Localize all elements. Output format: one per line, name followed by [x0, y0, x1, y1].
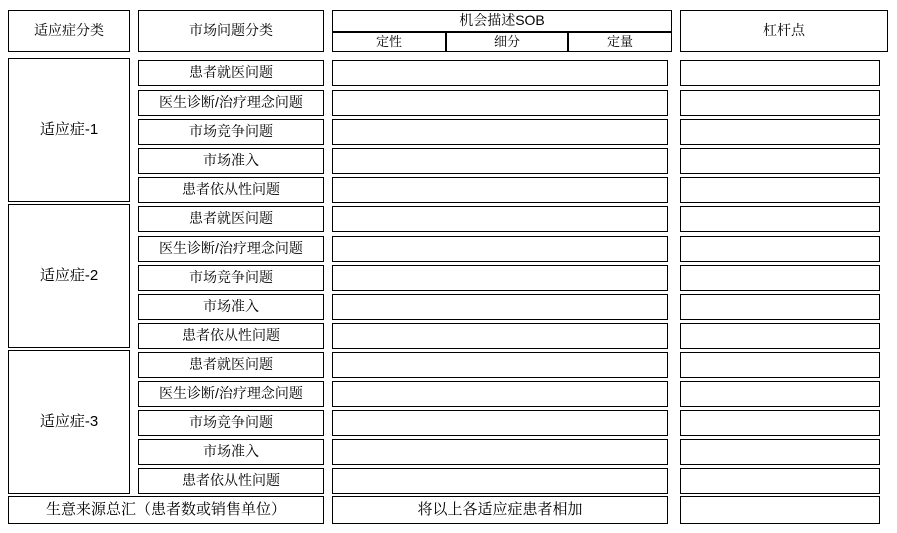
- leverage-cell[interactable]: [680, 294, 880, 320]
- leverage-cell[interactable]: [680, 381, 880, 407]
- leverage-cell[interactable]: [680, 90, 880, 116]
- sob-qualitative-cell[interactable]: [332, 410, 668, 436]
- footer-total-label: 生意来源总汇（患者数或销售单位）: [8, 496, 324, 524]
- sob-qualitative-cell[interactable]: [332, 352, 668, 378]
- issue-row-label: 医生诊断/治疗理念问题: [138, 236, 324, 262]
- issue-row-label: 患者依从性问题: [138, 468, 324, 494]
- leverage-cell[interactable]: [680, 206, 880, 232]
- header-sob-segment: 细分: [446, 32, 568, 52]
- issue-row-label: 患者依从性问题: [138, 177, 324, 203]
- sob-qualitative-cell[interactable]: [332, 323, 668, 349]
- issue-row-label: 市场准入: [138, 148, 324, 174]
- leverage-cell[interactable]: [680, 352, 880, 378]
- issue-row-label: 医生诊断/治疗理念问题: [138, 381, 324, 407]
- header-sob-qualitative: 定性: [332, 32, 446, 52]
- leverage-cell[interactable]: [680, 410, 880, 436]
- header-market-issue-category: 市场问题分类: [138, 10, 324, 52]
- footer-total-note: 将以上各适应症患者相加: [332, 496, 668, 524]
- issue-row-label: 市场准入: [138, 439, 324, 465]
- indication-label-3: 适应症-3: [8, 350, 130, 494]
- leverage-cell[interactable]: [680, 119, 880, 145]
- leverage-cell[interactable]: [680, 236, 880, 262]
- issue-row-label: 医生诊断/治疗理念问题: [138, 90, 324, 116]
- issue-row-label: 市场竞争问题: [138, 410, 324, 436]
- sob-qualitative-cell[interactable]: [332, 265, 668, 291]
- issue-row-label: 患者就医问题: [138, 60, 324, 86]
- sob-qualitative-cell[interactable]: [332, 468, 668, 494]
- header-sob-quantitative: 定量: [568, 32, 672, 52]
- issue-row-label: 市场竞争问题: [138, 119, 324, 145]
- leverage-cell[interactable]: [680, 148, 880, 174]
- footer-leverage-cell[interactable]: [680, 496, 880, 524]
- sob-qualitative-cell[interactable]: [332, 439, 668, 465]
- leverage-cell[interactable]: [680, 468, 880, 494]
- leverage-cell[interactable]: [680, 177, 880, 203]
- header-indication-category: 适应症分类: [8, 10, 130, 52]
- sob-qualitative-cell[interactable]: [332, 294, 668, 320]
- header-sob-group: 机会描述SOB: [332, 10, 672, 32]
- leverage-cell[interactable]: [680, 265, 880, 291]
- issue-row-label: 市场准入: [138, 294, 324, 320]
- sob-qualitative-cell[interactable]: [332, 206, 668, 232]
- sob-qualitative-cell[interactable]: [332, 90, 668, 116]
- header-leverage-point: 杠杆点: [680, 10, 888, 52]
- sob-qualitative-cell[interactable]: [332, 236, 668, 262]
- sob-qualitative-cell[interactable]: [332, 148, 668, 174]
- sob-qualitative-cell[interactable]: [332, 177, 668, 203]
- leverage-cell[interactable]: [680, 439, 880, 465]
- sob-qualitative-cell[interactable]: [332, 119, 668, 145]
- issue-row-label: 患者依从性问题: [138, 323, 324, 349]
- indication-label-2: 适应症-2: [8, 204, 130, 348]
- issue-row-label: 患者就医问题: [138, 206, 324, 232]
- issue-row-label: 患者就医问题: [138, 352, 324, 378]
- sob-qualitative-cell[interactable]: [332, 60, 668, 86]
- leverage-cell[interactable]: [680, 323, 880, 349]
- leverage-cell[interactable]: [680, 60, 880, 86]
- sob-qualitative-cell[interactable]: [332, 381, 668, 407]
- issue-row-label: 市场竞争问题: [138, 265, 324, 291]
- indication-label-1: 适应症-1: [8, 58, 130, 202]
